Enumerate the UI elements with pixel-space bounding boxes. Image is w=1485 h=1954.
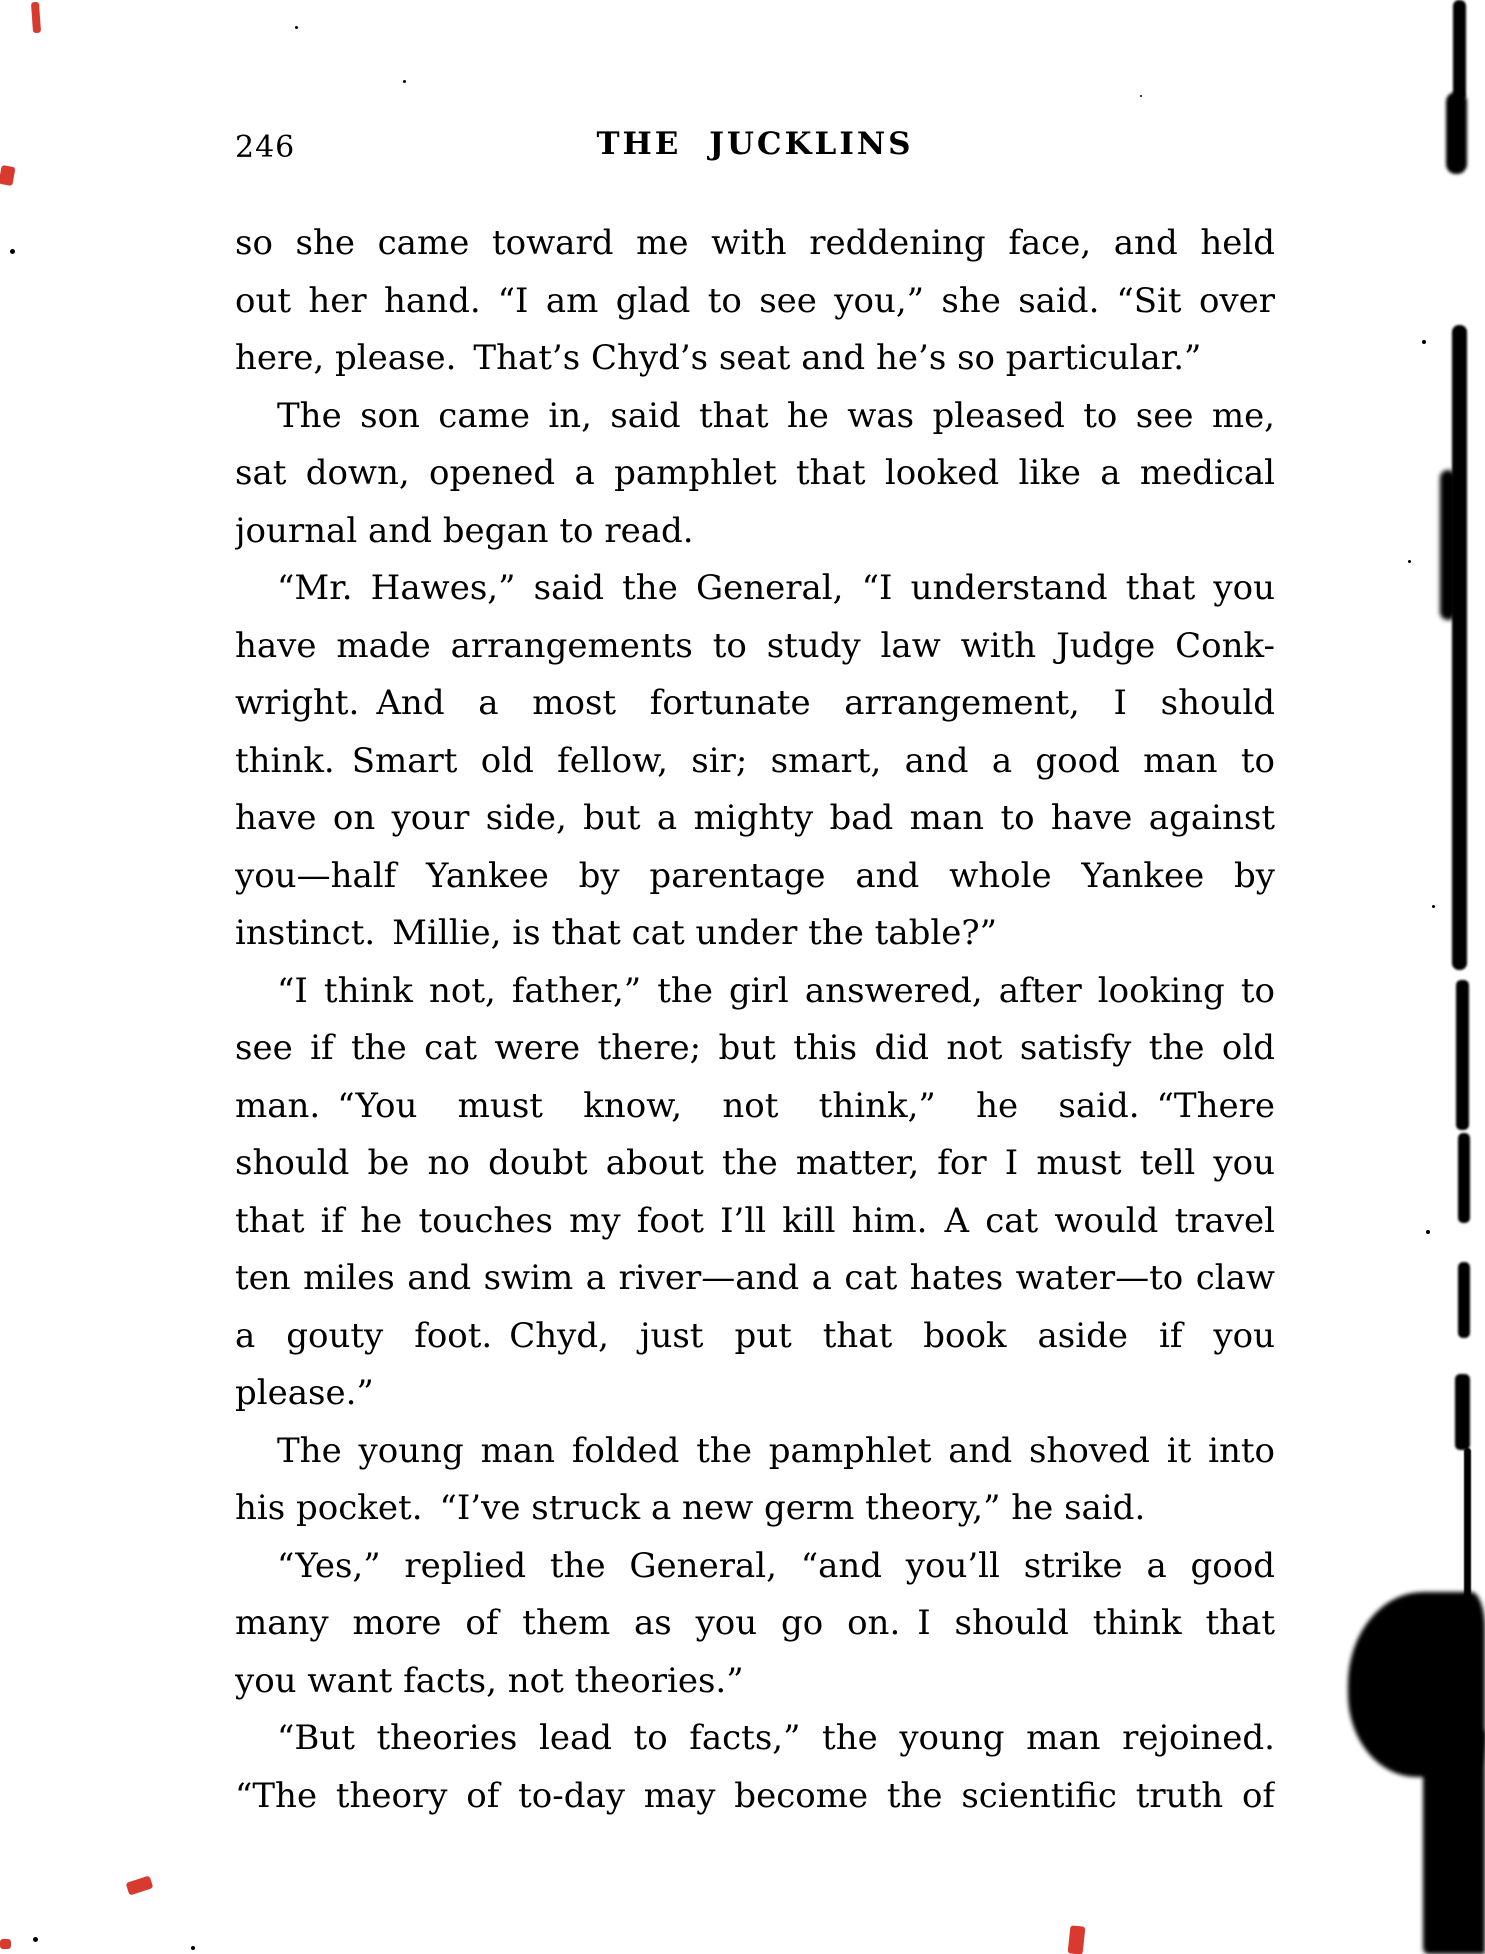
binding-ink-streak	[1458, 1262, 1470, 1338]
text-line: ten miles and swim a river—and a cat hates water—to claw	[235, 1258, 1275, 1298]
ink-speck	[403, 80, 406, 83]
text-line: have on your side, but a mighty bad man to have against	[235, 798, 1275, 838]
text-line: a gouty foot. Chyd, just put that book aside if you	[235, 1315, 1275, 1356]
ink-speck	[10, 249, 15, 254]
text-line: sat down, opened a pamphlet that looked like a medical	[235, 453, 1275, 493]
text-line: should be no doubt about the matter, for I must tell you	[235, 1143, 1275, 1183]
text-line: instinct. Millie, is that cat under the table?”	[235, 913, 997, 953]
text-line: so she came toward me with reddening face, and held	[235, 223, 1275, 263]
text-line: have made arrangements to study law with Judge Conk-	[235, 625, 1275, 666]
text-line: many more of them as you go on. I should think that	[235, 1603, 1275, 1643]
text-line: “The theory of to-day may become the scientific truth of	[235, 1775, 1275, 1816]
ink-speck	[1432, 905, 1435, 908]
text-line: “But theories lead to facts,” the young man rejoined.	[277, 1718, 1275, 1758]
binding-ink-streak	[1453, 0, 1466, 100]
text-line: “I think not, father,” the girl answered, after looking to	[277, 970, 1275, 1011]
text-line: you want facts, not theories.”	[235, 1660, 744, 1701]
binding-ink-streak	[1458, 1133, 1470, 1223]
text-line: The son came in, said that he was pleased to see me,	[277, 395, 1275, 436]
text-line: his pocket. “I’ve struck a new germ theory,” he said.	[235, 1488, 1146, 1528]
text-line: wright. And a most fortunate arrangement, I should	[235, 683, 1275, 723]
text-line: see if the cat were there; but this did not satisfy the old	[235, 1028, 1275, 1068]
binding-ink-streak	[1456, 980, 1469, 1130]
binding-ink-streak	[1455, 1374, 1470, 1450]
text-line: here, please. That’s Chyd’s seat and he’s so particular.”	[235, 338, 1202, 378]
text-line: think. Smart old fellow, sir; smart, and a good man to	[235, 740, 1275, 781]
text-line: that if he touches my foot I’ll kill him. A cat would travel	[235, 1200, 1275, 1241]
binding-ink-streak	[1440, 470, 1456, 620]
running-title: THE JUCKLINS	[596, 126, 914, 162]
page-text	[235, 215, 1275, 1825]
ink-speck	[191, 1946, 195, 1950]
ink-speck	[1426, 1230, 1430, 1234]
binding-ink-streak	[1446, 92, 1467, 174]
ink-speck	[295, 26, 298, 29]
binding-ink-streak	[1464, 1448, 1471, 1608]
red-pen-mark	[31, 2, 41, 33]
red-pen-mark	[126, 1875, 154, 1895]
text-line: you—half Yankee by parentage and whole Yankee by	[235, 855, 1275, 896]
ink-speck	[1140, 95, 1142, 97]
text-line: “Yes,” replied the General, “and you’ll strike a good	[277, 1545, 1275, 1586]
ink-speck	[1422, 340, 1426, 344]
ink-speck	[33, 1937, 38, 1942]
text-line: “Mr. Hawes,” said the General, “I understand that you	[277, 568, 1275, 608]
red-pen-mark	[0, 165, 16, 186]
text-line: man. “You must know, not think,” he said. “There	[235, 1085, 1275, 1126]
text-line: out her hand. “I am glad to see you,” she said. “Sit over	[235, 280, 1275, 321]
text-line: journal and began to read.	[235, 510, 694, 551]
red-pen-mark	[0, 1939, 11, 1949]
red-pen-mark	[1068, 1925, 1086, 1954]
binding-ink-streak	[1452, 325, 1467, 970]
ink-speck	[1408, 560, 1411, 563]
text-line: The young man folded the pamphlet and shoved it into	[277, 1430, 1275, 1471]
text-line: please.”	[235, 1373, 374, 1413]
page-number: 246	[235, 130, 296, 165]
ink-blot-column	[1423, 1730, 1485, 1954]
